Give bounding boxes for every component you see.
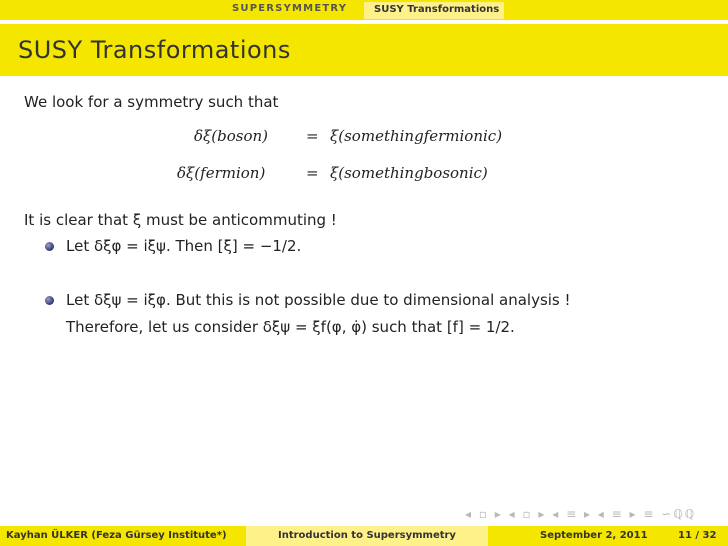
bullet-icon	[45, 242, 54, 251]
bullet-2-line1: Let δξψ = iξφ. But this is not possible due to dimensional analysis !	[66, 291, 571, 309]
bullet-1-text: Let δξφ = iξψ. Then [ξ] = −1/2.	[66, 237, 302, 255]
footer-date-box	[488, 526, 728, 546]
eq2-rhs: ξ(somethingbosonic)	[330, 164, 488, 182]
header-section[interactable]: SUPERSYMMETRY	[232, 3, 348, 14]
header-bar	[0, 0, 728, 20]
bullet-2-line2: Therefore, let us consider δξψ = ξf(φ, φ̇) such that [f] = 1/2.	[66, 318, 515, 336]
footer-author-box	[0, 526, 246, 546]
footer-title-box	[246, 526, 488, 546]
eq2-lhs: δξ(fermion)	[177, 164, 266, 182]
footer-date: September 2, 2011	[540, 530, 648, 541]
slide-title: SUSY Transformations	[18, 36, 291, 64]
eq2-rhs-wrap	[330, 164, 488, 182]
bullet-icon	[45, 296, 54, 305]
footer-author: Kayhan ÜLKER (Feza Gürsey Institute*)	[6, 530, 227, 541]
equation-2	[177, 164, 265, 182]
header-subsection-tab[interactable]	[364, 2, 504, 19]
equation-1	[194, 127, 268, 145]
footer-talk-title: Introduction to Supersymmetry	[278, 530, 456, 541]
intro-text: We look for a symmetry such that	[24, 93, 279, 111]
beamer-navigation-controls[interactable]: ◂ ▫ ▸ ◂ ▫ ▸ ◂ ≡ ▸ ◂ ≡ ▸ ≡ ∽ℚℚ	[465, 507, 697, 521]
eq1-lhs: δξ(boson)	[194, 127, 269, 145]
eq2-rel: =	[306, 164, 319, 182]
eq1-rel: =	[306, 127, 319, 145]
statement-text: It is clear that ξ must be anticommuting !	[24, 211, 337, 229]
header-subsection-label: SUSY Transformations	[374, 4, 500, 15]
eq1-rhs-wrap	[330, 127, 502, 145]
eq1-rhs: ξ(somethingfermionic)	[330, 127, 503, 145]
footer-bar	[0, 526, 728, 546]
footer-page-number: 11 / 32	[678, 530, 717, 541]
